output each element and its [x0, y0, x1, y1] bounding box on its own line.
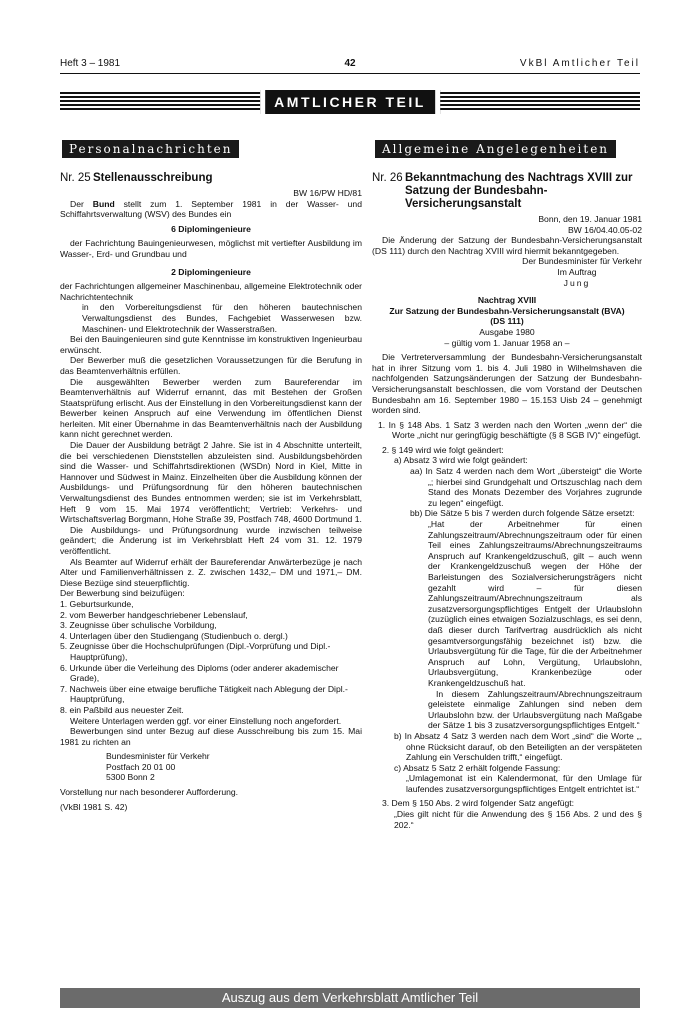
quoted-text: „Dies gilt nicht für die Anwendung des § 156 Abs. 2 und des § 202.“ [394, 809, 642, 830]
quoted-text: „Hat der Arbeitnehmer für einen Zahlungszeitraum/Abrechnungszeitraum oder für einen Teil eines Zahlungszeitraums/Abrechnungszeitraums Anspruch auf Krankengeldzuschuß, gilt – auch wenn der Krankengeldzuschuß wegen der Höhe der Barleistungen des Sozialversicherungsträgers nicht gezahlt wird – für diesen Zahlungszeitraum/Abrechnungszeitraum als zusatzversorgungspflichtiges Entgelt der Urlaubslohn (zuzüglich eines etwaigen Sozialzuschlags, es sei denn, daß dieser durch Tarifvertrag ausdrücklich als nicht gesamtversorgungsfähig bezeichnet ist) bzw. die Urlaubsvergütung für die Tage, für die der Arbeitnehmer Anspruch auf Lohn, Vergütung, Urlaubslohn, Urlaubsvergütung, Krankenbezüge oder Krankengeldzuschuß hat. [428, 519, 642, 688]
paragraph [60, 199, 362, 220]
validity-line: – gültig vom 1. Januar 1958 an – [444, 337, 570, 348]
right-column [372, 172, 642, 830]
signature-line: Im Auftrag [557, 266, 597, 277]
address-line: Bundesminister für Verkehr [106, 751, 210, 762]
subheading: Zur Satzung der Bundesbahn-Versicherungsanstalt (BVA) [389, 305, 625, 316]
paragraph: Der Bewerbung sind beizufügen: [60, 588, 185, 599]
subheading: Nachtrag XVIII [477, 295, 537, 306]
list-item: 7. Nachweis über eine etwaige berufliche Tätigkeit nach Ablegung der Dipl.-Hauptprüfung, [60, 683, 348, 705]
text-fragment: Der [70, 198, 93, 209]
paragraph: Bewerbungen sind unter Bezug auf diese Ausschreibung bis zum 15. Mai 1981 zu richten an [60, 726, 362, 747]
address-line: 5300 Bonn 2 [106, 772, 155, 783]
paragraph: Die ausgewählten Bewerber werden zum Baureferendar im Beamtenverhältnis auf Widerruf ernannt, das mit Bestehen der Großen Staatsprüfung erlischt. Aus der Einstellung in den Vorbereitungsdienst kann der Bewerber keinen Anspruch auf eine Verwendung im öffentlichen Dienst herleiten. Mit einer Übernahme in das Beamtenverhältnis nach der Ausbildung kann nicht gerechnet werden. [60, 376, 362, 440]
paragraph: Die Vertreterversammlung der Bundesbahn-Versicherungsanstalt hat in ihrer Sitzung vom 1. bis 4. Juli 1980 in Wilhelmshaven die nachfolgenden Satzungsänderungen der Satzung der Bundesbahn-Versicherungsanstalt beschlossen, die vom Vorstand der Deutschen Bundesbahn am 16. September 1980 – 15.153 Uisb 24 – genehmigt worden sind. [372, 352, 642, 416]
amendment-subitem: b) In Absatz 4 Satz 3 werden nach dem Wort „sind“ die Worte „, ohne Rücksicht darauf, ob den Beteiligten an der verspäteten Zahlung ein Verschulden trifft,“ eingefügt. [394, 730, 642, 763]
section-banner [60, 90, 640, 114]
attachment-list [60, 599, 362, 716]
list-item: 1. Geburtsurkunde, [60, 598, 134, 609]
paragraph: Die Ausbildungs- und Prüfungsordnung wurde inzwischen teilweise geändert; die Änderung ist im Verkehrsblatt Heft 24 vom 31. 12. 1979 veröffentlicht. [60, 524, 362, 556]
reference-code: BW 16/PW HD/81 [293, 188, 362, 198]
reference-code: BW 16/04.40.05-02 [567, 224, 642, 235]
text-fragment: stellt zum 1. September 1981 in der Wasser- und Schiffahrtsverwaltung (WSV) des Bundes ein [60, 198, 362, 220]
paragraph: Vorstellung nur nach besonderer Aufforderung. [60, 787, 239, 798]
page-header [60, 58, 640, 72]
list-item: 8. ein Paßbild aus neuester Zeit. [60, 704, 184, 715]
paragraph: Bei den Bauingenieuren sind gute Kenntnisse im konstruktiven Ingenieurbau erwünscht. [60, 334, 362, 355]
signature-line: Der Bundesminister für Verkehr [522, 256, 642, 267]
list-item: 5. Zeugnisse über die Hochschulprüfungen (Dipl.-Vorprüfung und Dipl.-Hauptprüfung), [60, 641, 331, 662]
article-title-row [60, 172, 362, 185]
issue-label: Heft 3 – 1981 [60, 58, 121, 69]
banner-title: AMTLICHER TEIL [260, 90, 440, 114]
edition-line: Ausgabe 1980 [479, 326, 535, 337]
amendment-item: 3. Dem § 150 Abs. 2 wird folgender Satz angefügt: [382, 798, 575, 809]
list-item: 3. Zeugnisse über schulische Vorbildung, [60, 620, 217, 631]
section-heading-general: Allgemeine Angelegenheiten [375, 140, 616, 158]
left-column [60, 172, 362, 812]
citation: (VkBl 1981 S. 42) [60, 801, 128, 812]
list-item: 6. Urkunde über die Verleihung des Diploms (oder anderer akademischer Grade), [60, 662, 339, 684]
paragraph: in den Vorbereitungsdienst für den höheren bautechnischen Verwaltungsdienst des Bundes, Fachgebiet Wasserwesen bzw. Maschinen- und Elektrotechnik der Wasserstraßen. [82, 302, 362, 334]
footer-banner: Auszug aus dem Verkehrsblatt Amtlicher Teil [60, 988, 640, 1008]
amendment-subitem: aa) In Satz 4 werden nach dem Wort „übersteigt“ die Worte „; hierbei sind Grundgehalt und Ortszuschlag nach dem Stand des Monats Dezember des Vorjahres zugrunde zu legen“ eingefügt. [410, 466, 642, 508]
amendment-item: 1. In § 148 Abs. 1 Satz 3 werden nach den Worten „wenn der“ die Worte „nicht nur geringfügig beschäftigte (§ 8 SGB IV)“ eingefügt. [378, 419, 642, 441]
subheading: (DS 111) [490, 316, 524, 327]
signature-name: Jung [563, 277, 591, 288]
amendment-subitem: c) Absatz 5 Satz 2 erhält folgende Fassung: [394, 762, 561, 773]
address-line: Postfach 20 01 00 [106, 761, 176, 772]
subheading: 6 Diplomingenieure [171, 223, 251, 234]
list-item: 4. Unterlagen über den Studiengang (Studienbuch o. dergl.) [60, 630, 288, 641]
text-bold: Bund [92, 198, 115, 209]
paragraph: Weitere Unterlagen werden ggf. vor einer Einstellung noch angefordert. [70, 715, 342, 726]
paragraph: Die Änderung der Satzung der Bundesbahn-Versicherungsanstalt (DS 111) durch den Nachtrag XVIII wird hiermit bekanntgegeben. [372, 235, 642, 256]
publication-label: VkBl Amtlicher Teil [519, 58, 640, 69]
amendment-item: 2. § 149 wird wie folgt geändert: [382, 444, 504, 455]
article-title: Stellenausschreibung [93, 172, 213, 184]
article-number: Nr. 25 [60, 172, 91, 184]
page-number: 42 [344, 58, 356, 69]
paragraph: der Fachrichtungen allgemeiner Maschinenbau, allgemeine Elektrotechnik oder Nachrichtentechnik [60, 281, 362, 302]
quoted-text: „Umlagemonat ist ein Kalendermonat, für den Umlage für laufendes zusatzversorgungspflichtiges Entgelt entrichtet ist.“ [406, 773, 642, 794]
list-item: 2. vom Bewerber handgeschriebener Lebenslauf, [60, 609, 248, 620]
date-line: Bonn, den 19. Januar 1981 [538, 214, 642, 224]
amendment-subitem: a) Absatz 3 wird wie folgt geändert: [394, 455, 528, 466]
quoted-text: In diesem Zahlungszeitraum/Abrechnungszeitraum geleistete einmalige Zahlungen sind neben dem Urlaubslohn bzw. der Urlaubsvergütung nach Maßgabe der Sätze 1 bis 3 zusatzversorgungspflichtiges Entgelt.“ [428, 688, 642, 731]
paragraph: Als Beamter auf Widerruf erhält der Baureferendar Anwärterbezüge je nach Alter und Familienverhältnissen z. Z. zwischen 1432,– DM und 1971,– DM. Diese Bezüge sind steuerpflichtig. [60, 556, 362, 588]
paragraph: Die Dauer der Ausbildung beträgt 2 Jahre. Sie ist in 4 Abschnitte unterteilt, die bei verschiedenen Dienststellen abzuleisten sind. Ausbildungsbehörden sind die Wasser- und Schiffahrtsdirektionen (WSDn) Nord in Kiel, Mitte in Hannover und Südwest in Mainz. Einzelheiten über die Ausbildung können der Ausbildungs- und Prüfungsordnung für den höheren bautechnischen Verwaltungsdienst des Bundes entnommen werden; sie ist im Verkehrsblatt, Heft 9 vom 15. Mai 1974 veröffentlicht; Vertrieb: Verkehrs- und Wirtschaftsverlag Borgmann, Hohe Straße 39, Postfach 748, 4600 Dortmund 1. [60, 440, 362, 525]
paragraph: der Fachrichtung Bauingenieurwesen, möglichst mit vertiefter Ausbildung im Wasser-, Erd- und Grundbau und [60, 238, 362, 259]
subheading: 2 Diplomingenieure [171, 266, 251, 277]
header-rule [60, 73, 640, 74]
article-title: Bekanntmachung des Nachtrags XVIII zur Satzung der Bundesbahn-Versicherungsanstalt [405, 172, 633, 210]
amendment-subitem: bb) Die Sätze 5 bis 7 werden durch folgende Sätze ersetzt: [410, 508, 635, 519]
section-heading-personal: Personalnachrichten [62, 140, 239, 158]
article-title-row [372, 172, 642, 211]
article-number: Nr. 26 [372, 172, 403, 184]
paragraph: Der Bewerber muß die gesetzlichen Voraussetzungen für die Berufung in das Beamtenverhältnis erfüllen. [60, 355, 362, 376]
